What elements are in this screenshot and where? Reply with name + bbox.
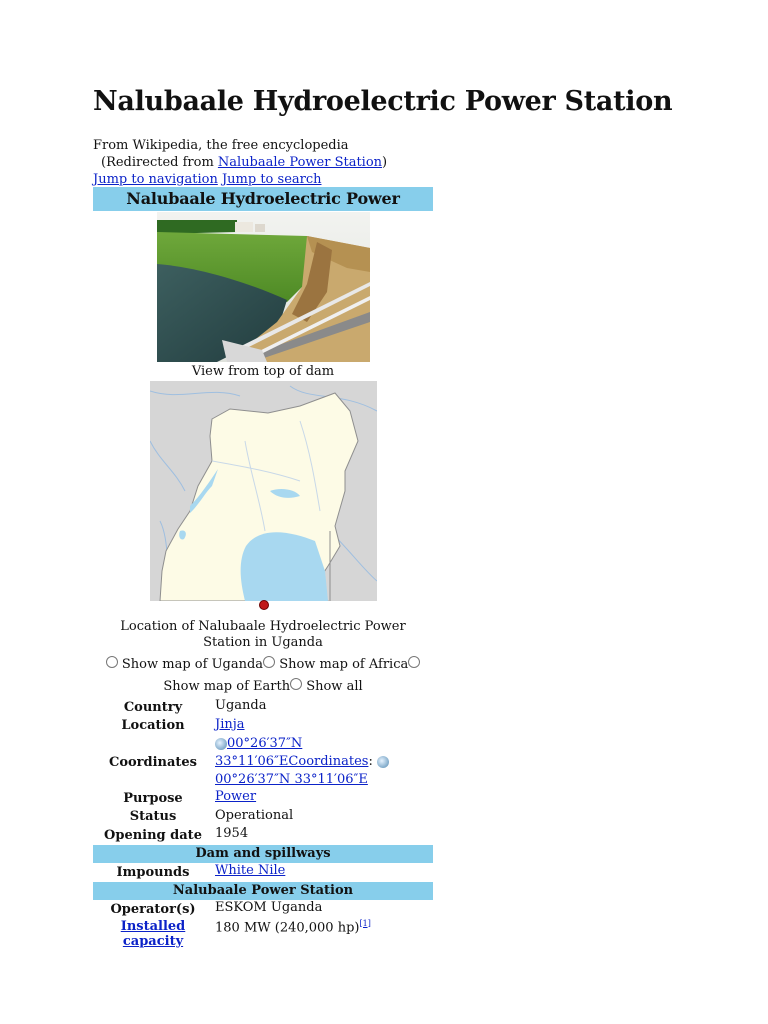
- redirect-link[interactable]: Nalubaale Power Station: [217, 155, 383, 170]
- label-coordinates: Coordinates: [108, 754, 198, 770]
- photo-caption: View from top of dam: [191, 364, 335, 379]
- reference-link[interactable]: [1]: [359, 918, 371, 928]
- coordinates-link-1[interactable]: 00°26′37″N: [227, 736, 303, 751]
- map-caption: Location of Nalubaale Hydroelectric Power Station in Uganda: [120, 619, 406, 650]
- uganda-map-image: [150, 381, 377, 601]
- section-dam-spillways: [93, 845, 433, 864]
- label-impounds: Impounds: [116, 864, 190, 880]
- option-label-africa: Show map of Africa: [279, 657, 409, 672]
- label-installed-capacity: [93, 919, 213, 949]
- jump-to-search-link[interactable]: Jump to search: [221, 172, 322, 187]
- section-power-station: [93, 882, 433, 901]
- page-title: Nalubaale Hydroelectric Power Station: [93, 86, 673, 117]
- label-opening-date: Opening date: [104, 827, 202, 843]
- label-operator: Operator(s): [110, 901, 196, 917]
- value-coordinates: [213, 735, 433, 789]
- redirect-notice: [101, 155, 387, 170]
- row-status: [93, 808, 433, 827]
- purpose-link[interactable]: Power: [215, 789, 257, 804]
- section-header-dam: Dam and spillways: [93, 845, 433, 864]
- value-location: [213, 717, 433, 736]
- row-location: [93, 717, 433, 736]
- installed-capacity-link[interactable]: Installed capacity: [120, 918, 186, 949]
- option-label-earth: Show map of Earth: [163, 679, 291, 694]
- label-purpose: Purpose: [123, 790, 183, 806]
- radio-uganda[interactable]: [106, 656, 118, 668]
- row-operator: [93, 900, 433, 919]
- radio-all[interactable]: [290, 678, 302, 690]
- row-purpose: [93, 789, 433, 808]
- row-opening-date: [93, 826, 433, 845]
- location-link[interactable]: Jinja: [215, 716, 245, 732]
- option-label-all: Show all: [306, 679, 363, 694]
- row-country: [93, 698, 433, 717]
- row-impounds: [93, 863, 433, 882]
- label-country: Country: [123, 699, 183, 715]
- label-location: Location: [121, 718, 185, 734]
- location-map: [150, 381, 377, 601]
- label-status: Status: [129, 809, 177, 825]
- value-status: Operational: [215, 807, 294, 823]
- dam-photo-image: [157, 212, 370, 362]
- infobox: [93, 187, 433, 949]
- value-country: Uganda: [215, 698, 267, 713]
- radio-africa[interactable]: [263, 656, 275, 668]
- value-opening-date: 1954: [215, 826, 249, 841]
- location-marker-icon: [259, 600, 269, 610]
- row-installed-capacity: [93, 919, 433, 949]
- section-header-station: Nalubaale Power Station: [93, 882, 433, 901]
- redirect-suffix: ): [382, 155, 388, 170]
- jump-links: [93, 172, 322, 187]
- redirect-prefix: (Redirected from: [101, 155, 218, 170]
- tagline: From Wikipedia, the free encyclopedia: [93, 138, 349, 153]
- row-coordinates: [93, 735, 433, 789]
- radio-earth[interactable]: [408, 656, 420, 668]
- globe-icon[interactable]: [215, 738, 227, 750]
- jump-to-navigation-link[interactable]: Jump to navigation: [93, 172, 218, 187]
- value-operator: ESKOM Uganda: [215, 900, 323, 915]
- coordinates-link-2[interactable]: 33°11′06″ECoordinates: [215, 754, 369, 769]
- coordinates-link-3[interactable]: 00°26′37″N 33°11′06″E: [215, 772, 368, 787]
- option-label-uganda: Show map of Uganda: [121, 657, 264, 672]
- coordinates-colon: :: [368, 754, 373, 769]
- value-impounds: [213, 863, 433, 882]
- value-purpose: [213, 789, 433, 808]
- impounds-link[interactable]: White Nile: [215, 863, 286, 878]
- capacity-value: 180 MW (240,000 hp): [215, 919, 360, 935]
- infobox-table: [93, 698, 433, 949]
- map-options: [93, 654, 433, 698]
- value-installed-capacity: [213, 919, 433, 949]
- dam-photo: [157, 212, 370, 362]
- globe-icon[interactable]: [377, 756, 389, 768]
- infobox-header: Nalubaale Hydroelectric Power: [93, 187, 433, 211]
